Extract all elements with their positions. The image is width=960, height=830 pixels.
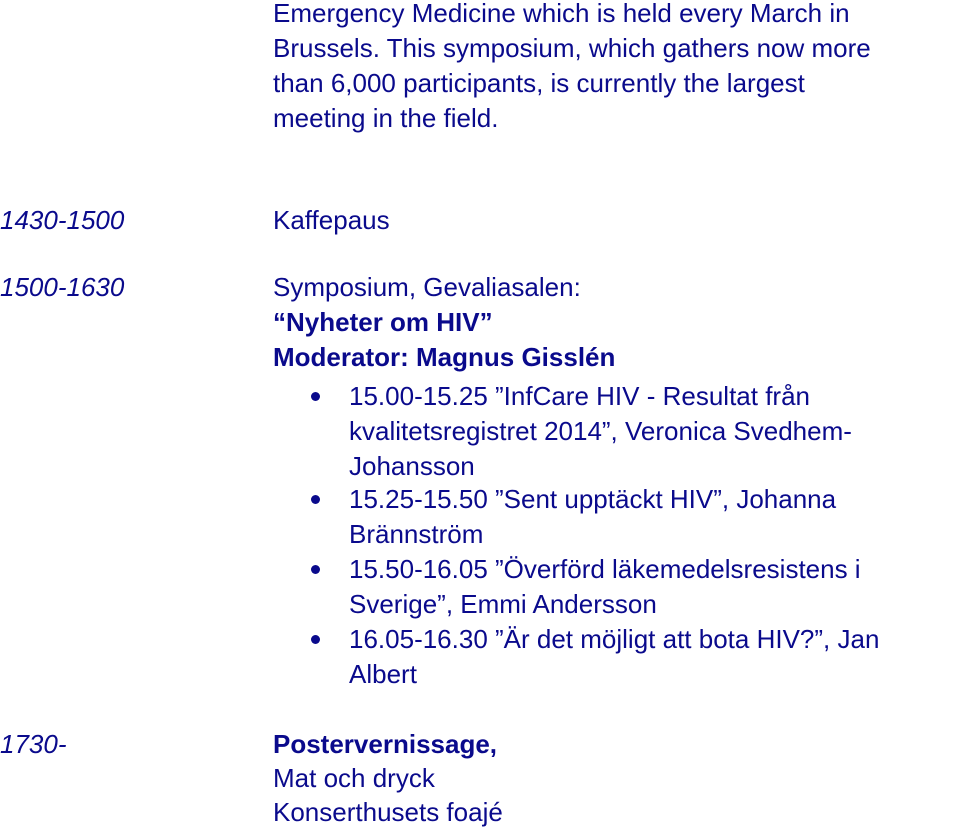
coffee-title: Kaffepaus bbox=[273, 205, 390, 235]
talk-2-line-2: Brännström bbox=[349, 519, 484, 549]
talk-3-line-2: Sverige”, Emmi Andersson bbox=[349, 589, 657, 619]
symposium-time: 1500-1630 bbox=[0, 272, 125, 302]
bullet-icon bbox=[311, 495, 320, 504]
poster-title: Postervernissage, bbox=[273, 729, 498, 759]
intro-line-2: Brussels. This symposium, which gathers now more bbox=[273, 33, 871, 63]
talk-4-line-1: 16.05-16.30 ”Är det möjligt att bota HIV?”, Jan bbox=[349, 624, 880, 654]
bullet-icon bbox=[311, 392, 320, 401]
talk-3-line-1: 15.50-16.05 ”Överförd läkemedelsresistens i bbox=[349, 554, 861, 584]
intro-line-3: than 6,000 participants, is currently the largest bbox=[273, 68, 805, 98]
symposium-topic: “Nyheter om HIV” bbox=[273, 307, 493, 337]
bullet-icon bbox=[311, 565, 320, 574]
poster-time: 1730- bbox=[0, 729, 67, 759]
poster-line-3: Konserthusets foajé bbox=[273, 797, 503, 827]
talk-1-line-2: kvalitetsregistret 2014”, Veronica Svedhem- bbox=[349, 416, 852, 446]
talk-2-line-1: 15.25-15.50 ”Sent upptäckt HIV”, Johanna bbox=[349, 484, 837, 514]
talk-1-line-3: Johansson bbox=[349, 451, 475, 481]
talk-1-line-1: 15.00-15.25 ”InfCare HIV - Resultat från bbox=[349, 381, 811, 411]
symposium-title: Symposium, Gevaliasalen: bbox=[273, 272, 581, 302]
bullet-icon bbox=[311, 635, 320, 644]
talk-4-line-2: Albert bbox=[349, 659, 417, 689]
symposium-moderator: Moderator: Magnus Gisslén bbox=[273, 342, 616, 372]
coffee-time: 1430-1500 bbox=[0, 205, 125, 235]
poster-line-2: Mat och dryck bbox=[273, 763, 435, 793]
intro-line-1: Emergency Medicine which is held every March in bbox=[273, 0, 850, 28]
intro-line-4: meeting in the field. bbox=[273, 103, 499, 133]
